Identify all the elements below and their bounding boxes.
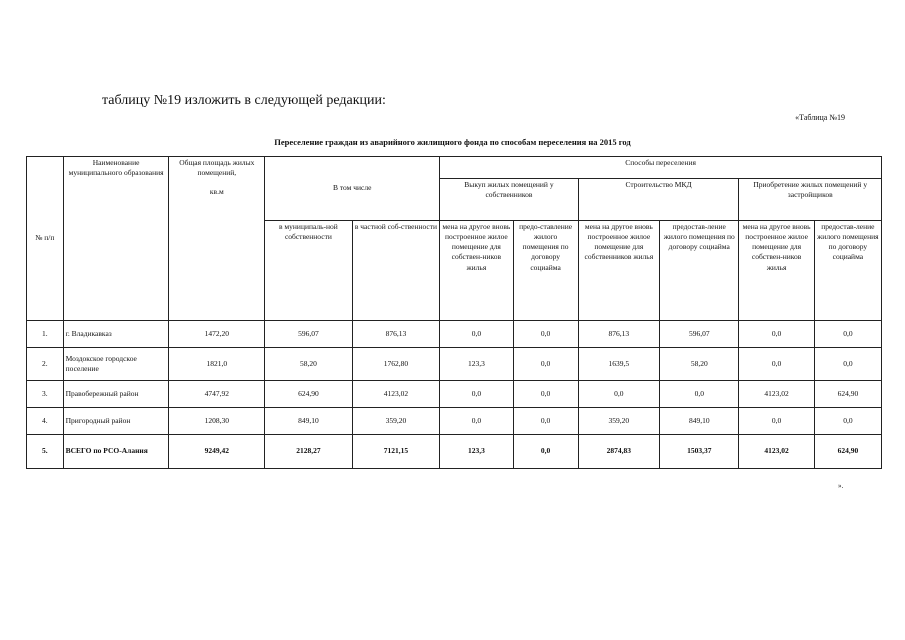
- row-num: 4.: [27, 408, 64, 435]
- header-acquisition-exchange: мена на другое вновь построенное жилое помещение для собствен-ников жилья: [739, 221, 814, 321]
- row-acquisition-exchange: 4123,02: [739, 381, 814, 408]
- row-acquisition-social: 624,90: [814, 435, 881, 469]
- row-acquisition-exchange: 4123,02: [739, 435, 814, 469]
- row-construction-social: 0,0: [660, 381, 739, 408]
- row-name: ВСЕГО по РСО-Алания: [63, 435, 169, 469]
- row-private: 7121,15: [352, 435, 440, 469]
- header-buyout: Выкуп жилых помещений у собственников: [440, 179, 578, 221]
- row-buyout-exchange: 0,0: [440, 381, 513, 408]
- row-private: 4123,02: [352, 381, 440, 408]
- header-num: № п/п: [27, 157, 64, 321]
- row-area: 9249,42: [169, 435, 265, 469]
- row-construction-exchange: 0,0: [578, 381, 659, 408]
- row-buyout-exchange: 123,3: [440, 348, 513, 381]
- table-row: [27, 321, 882, 348]
- row-buyout-exchange: 0,0: [440, 408, 513, 435]
- row-buyout-exchange: 0,0: [440, 321, 513, 348]
- row-acquisition-exchange: 0,0: [739, 408, 814, 435]
- table-row: [27, 408, 882, 435]
- header-construction: Строительство МКД: [578, 179, 739, 221]
- row-construction-social: 58,20: [660, 348, 739, 381]
- row-name: г. Владикавказ: [63, 321, 169, 348]
- row-area: 4747,92: [169, 381, 265, 408]
- row-private: 359,20: [352, 408, 440, 435]
- row-construction-exchange: 359,20: [578, 408, 659, 435]
- header-name: Наименование муниципального образования: [63, 157, 169, 321]
- table-row: [27, 348, 882, 381]
- header-methods: Способы переселения: [440, 157, 882, 179]
- row-acquisition-exchange: 0,0: [739, 321, 814, 348]
- table-reference: «Таблица №19: [795, 113, 845, 122]
- row-area: 1472,20: [169, 321, 265, 348]
- row-municipal: 624,90: [265, 381, 353, 408]
- table-row: [27, 381, 882, 408]
- row-construction-exchange: 2874,83: [578, 435, 659, 469]
- row-num: 3.: [27, 381, 64, 408]
- row-buyout-social: 0,0: [513, 435, 578, 469]
- row-construction-social: 596,07: [660, 321, 739, 348]
- row-name: Правобережный район: [63, 381, 169, 408]
- row-construction-social: 849,10: [660, 408, 739, 435]
- row-acquisition-social: 0,0: [814, 321, 881, 348]
- closing-quote: ».: [838, 482, 844, 490]
- row-buyout-exchange: 123,3: [440, 435, 513, 469]
- row-municipal: 58,20: [265, 348, 353, 381]
- row-acquisition-social: 0,0: [814, 408, 881, 435]
- row-area: 1821,0: [169, 348, 265, 381]
- header-buyout-social: предо-ставление жилого помещения по договору социайма: [513, 221, 578, 321]
- header-private: в частной соб-ственности: [352, 221, 440, 321]
- row-municipal: 2128,27: [265, 435, 353, 469]
- row-buyout-social: 0,0: [513, 321, 578, 348]
- row-num: 2.: [27, 348, 64, 381]
- row-construction-exchange: 876,13: [578, 321, 659, 348]
- row-construction-social: 1503,37: [660, 435, 739, 469]
- resettlement-table: [26, 156, 882, 469]
- row-municipal: 596,07: [265, 321, 353, 348]
- header-municipal: в муниципаль-ной собственности: [265, 221, 353, 321]
- header-construction-social: предостав-ление жилого помещения по договору социайма: [660, 221, 739, 321]
- header-area-label: Общая площадь жилых помещений,: [179, 158, 255, 178]
- row-acquisition-social: 0,0: [814, 348, 881, 381]
- row-buyout-social: 0,0: [513, 348, 578, 381]
- header-area: [169, 157, 265, 321]
- row-acquisition-social: 624,90: [814, 381, 881, 408]
- header-acquisition-social: предостав-ление жилого помещения по договору социайма: [814, 221, 881, 321]
- header-construction-exchange: мена на другое вновь построенное жилое помещение для собственников жилья: [578, 221, 659, 321]
- header-row-1: [27, 157, 882, 179]
- header-buyout-exchange: мена на другое вновь построенное жилое помещение для собствен-ников жилья: [440, 221, 513, 321]
- row-name: Моздокское городское поселение: [63, 348, 169, 381]
- row-num: 1.: [27, 321, 64, 348]
- table-row-total: [27, 435, 882, 469]
- table-title: Переселение граждан из аварийного жилищного фонда по способам переселения на 2015 год: [274, 137, 631, 147]
- row-acquisition-exchange: 0,0: [739, 348, 814, 381]
- row-area: 1208,30: [169, 408, 265, 435]
- row-private: 1762,80: [352, 348, 440, 381]
- row-buyout-social: 0,0: [513, 408, 578, 435]
- row-municipal: 849,10: [265, 408, 353, 435]
- header-area-unit: кв.м: [209, 187, 224, 197]
- row-construction-exchange: 1639,5: [578, 348, 659, 381]
- row-private: 876,13: [352, 321, 440, 348]
- intro-text: таблицу №19 изложить в следующей редакции:: [102, 93, 386, 108]
- row-buyout-social: 0,0: [513, 381, 578, 408]
- row-name: Пригородный район: [63, 408, 169, 435]
- header-acquisition: Приобретение жилых помещений у застройщиков: [739, 179, 882, 221]
- header-including: В том числе: [265, 157, 440, 221]
- row-num: 5.: [27, 435, 64, 469]
